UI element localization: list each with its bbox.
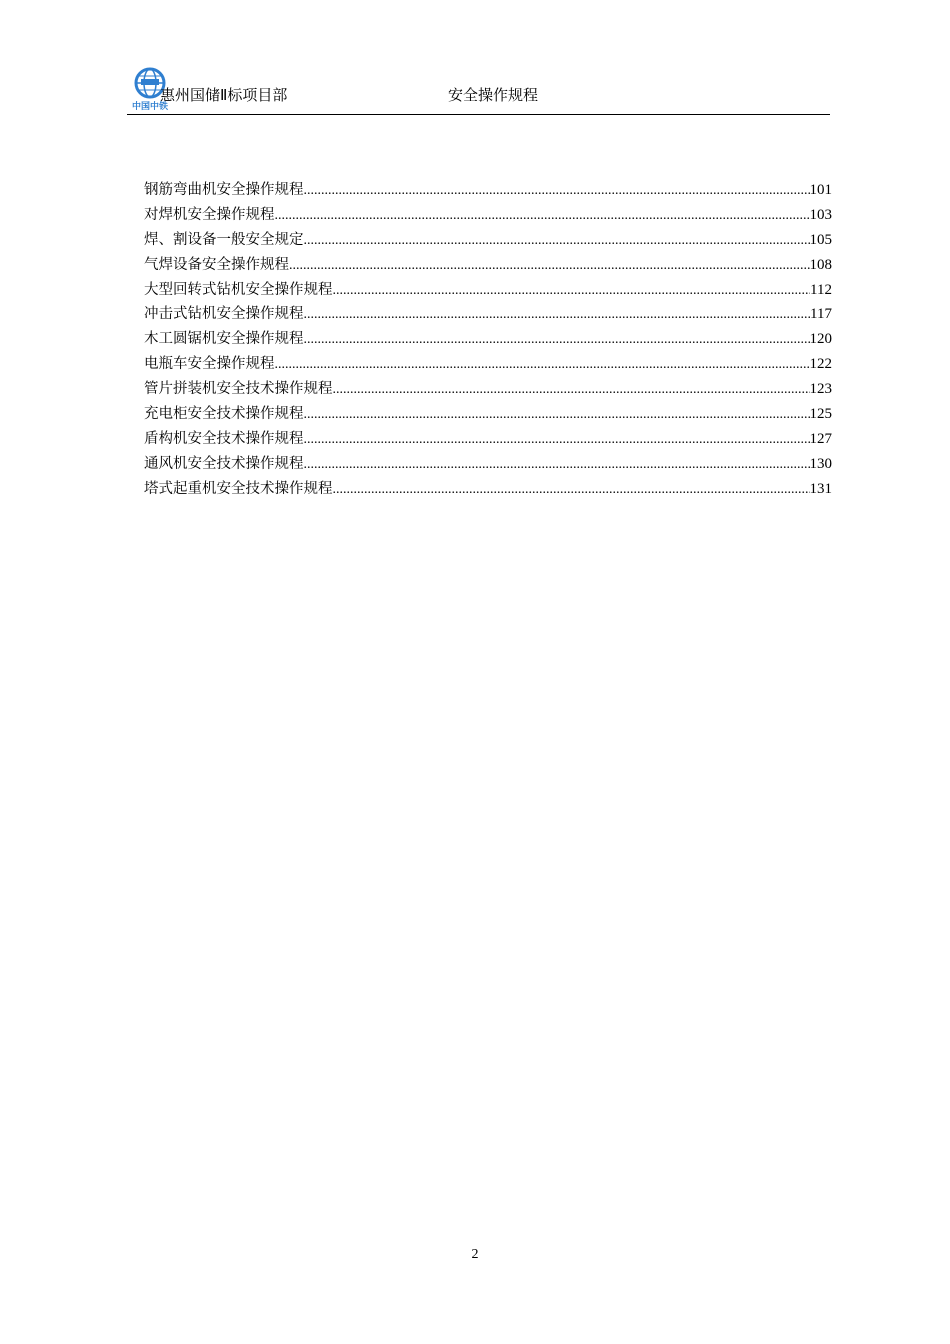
toc-entry[interactable] xyxy=(144,477,832,502)
toc-entry-title[interactable]: 大型回转式钻机安全操作规程 xyxy=(144,281,333,298)
toc-leader-dots xyxy=(304,453,810,478)
toc-entry[interactable] xyxy=(144,327,832,352)
toc-entry-title[interactable]: 焊、割设备一般安全规定 xyxy=(144,231,304,248)
toc-entry[interactable] xyxy=(144,427,832,452)
toc-entry-title[interactable]: 钢筋弯曲机安全操作规程 xyxy=(144,182,304,198)
toc-entry-title[interactable]: 通风机安全技术操作规程 xyxy=(144,455,304,472)
toc-entry-page[interactable]: 127 xyxy=(809,430,832,447)
toc-entry-title[interactable]: 气焊设备安全操作规程 xyxy=(144,256,289,273)
page-header xyxy=(127,62,830,115)
toc-leader-dots xyxy=(304,403,810,428)
toc-entry-page[interactable]: 122 xyxy=(809,356,832,373)
document-title: 安全操作规程 xyxy=(448,86,539,104)
toc-entry[interactable] xyxy=(144,178,832,203)
toc-leader-dots xyxy=(304,428,810,453)
page-number: 2 xyxy=(471,1247,479,1262)
toc-entry-title[interactable]: 电瓶车安全操作规程 xyxy=(144,356,275,373)
toc-entry-page[interactable]: 123 xyxy=(809,381,832,398)
toc-leader-dots xyxy=(304,328,810,353)
toc-entry-page[interactable]: 130 xyxy=(809,455,832,472)
toc-entry-page[interactable]: 105 xyxy=(809,231,832,248)
toc-entry-page[interactable]: 101 xyxy=(809,182,832,198)
toc-entry[interactable] xyxy=(144,228,832,253)
toc-entry-title[interactable]: 盾构机安全技术操作规程 xyxy=(144,430,304,447)
project-name: 惠州国储Ⅱ标项目部 xyxy=(160,86,288,104)
toc-entry-title[interactable]: 对焊机安全操作规程 xyxy=(144,206,275,223)
toc-entry[interactable] xyxy=(144,377,832,402)
toc-entry[interactable] xyxy=(144,402,832,427)
toc-entry[interactable] xyxy=(144,253,832,278)
toc-entry[interactable] xyxy=(144,352,832,377)
toc-entry[interactable] xyxy=(144,278,832,303)
toc-entry-title[interactable]: 充电柜安全技术操作规程 xyxy=(144,406,304,423)
toc-entry-page[interactable]: 103 xyxy=(809,206,832,223)
toc-entry-page[interactable]: 117 xyxy=(810,306,832,323)
toc-leader-dots xyxy=(304,229,810,254)
toc-entry[interactable] xyxy=(144,452,832,477)
toc-entry[interactable] xyxy=(144,302,832,327)
toc-entry-page[interactable]: 131 xyxy=(809,480,832,497)
toc-leader-dots xyxy=(289,254,810,279)
toc-leader-dots xyxy=(275,353,810,378)
toc-entry-page[interactable]: 112 xyxy=(810,281,832,298)
toc-entry-title[interactable]: 冲击式钻机安全操作规程 xyxy=(144,306,304,323)
table-of-contents xyxy=(144,178,832,502)
toc-entry-title[interactable]: 塔式起重机安全技术操作规程 xyxy=(144,480,333,497)
toc-entry[interactable] xyxy=(144,203,832,228)
toc-entry-title[interactable]: 木工圆锯机安全操作规程 xyxy=(144,331,304,348)
toc-leader-dots xyxy=(333,279,811,304)
toc-entry-page[interactable]: 120 xyxy=(809,331,832,348)
toc-entry-title[interactable]: 管片拼装机安全技术操作规程 xyxy=(144,381,333,398)
toc-entry-page[interactable]: 108 xyxy=(809,256,832,273)
toc-leader-dots xyxy=(304,303,811,328)
toc-leader-dots xyxy=(333,478,810,503)
logo-text: 中国中铁 xyxy=(131,102,169,111)
toc-leader-dots xyxy=(304,179,810,204)
toc-leader-dots xyxy=(333,378,810,403)
toc-leader-dots xyxy=(275,204,810,229)
toc-entry-page[interactable]: 125 xyxy=(809,406,832,423)
